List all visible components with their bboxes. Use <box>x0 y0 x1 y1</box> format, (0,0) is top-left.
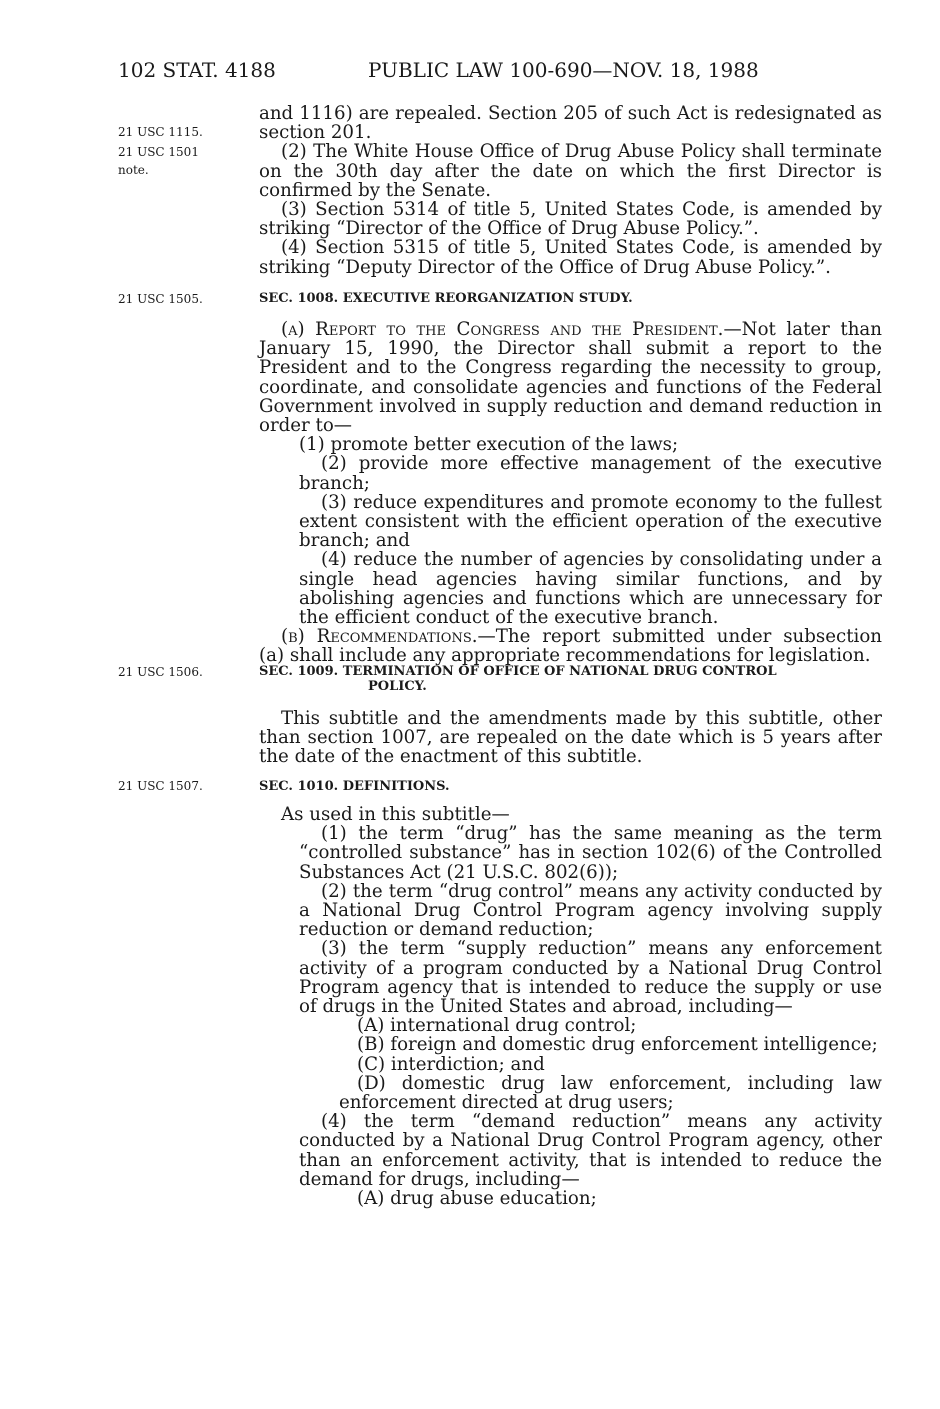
item-1: (1) promote better execution of the laws; <box>299 434 679 456</box>
section-1010-body <box>259 805 882 1208</box>
page-header-title: PUBLIC LAW 100-690—NOV. 18, 1988 <box>368 58 759 82</box>
section-1009-body <box>259 709 882 767</box>
definition-3-item-b: (B) foreign and domestic drug enforcement intelligence; <box>357 1034 878 1056</box>
section-1008-body <box>259 320 882 666</box>
paragraph-4-amendment: (4) Section 5315 of title 5, United States Code, is amended by striking “Deputy Director of the Office of Drug Abuse Policy.”. <box>259 237 882 278</box>
subsection-b <box>259 627 882 665</box>
section-1008-heading: SEC. 1008. EXECUTIVE REORGANIZATION STUDY. <box>259 291 633 306</box>
section-1009-heading-line1: SEC. 1009. TERMINATION OF OFFICE OF NATIONAL DRUG CONTROL <box>259 664 777 679</box>
definition-3-item-d: (D) domestic drug law enforcement, including law enforcement directed at drug users; <box>339 1072 882 1114</box>
margin-note-usc-1507: 21 USC 1507. <box>118 779 203 793</box>
section-1009-heading-line2: POLICY. <box>368 679 427 694</box>
continued-paragraph: and 1116) are repealed. Section 205 of such Act is redesignated as section 201. <box>259 103 882 144</box>
definition-1-drug: (1) the term “drug” has the same meaning as the term “controlled substance” has in section 102(6) of the Controlled Substances Act (21 U.S.C. 802(6)); <box>299 823 882 883</box>
definitions-intro: As used in this subtitle— <box>281 804 510 825</box>
definition-3-item-c: (C) interdiction; and <box>357 1053 545 1075</box>
margin-note-usc-1115: 21 USC 1115. <box>118 125 203 139</box>
definition-3-item-a: (A) international drug control; <box>357 1015 637 1037</box>
margin-note-usc-1501-note: note. <box>118 163 149 177</box>
margin-note-usc-1505: 21 USC 1505. <box>118 292 203 306</box>
paragraph-2-termination: (2) The White House Office of Drug Abuse Policy shall terminate on the 30th day after the date on which the first Director is confirmed by the Senate. <box>259 141 882 201</box>
definition-2-drug-control: (2) the term “drug control” means any activity conducted by a National Drug Control Program agency involving supply reduction or demand reduction; <box>299 880 882 941</box>
paragraph-3-amendment: (3) Section 5314 of title 5, United States Code, is amended by striking “Director of the Office of Drug Abuse Policy.”. <box>259 199 882 240</box>
subsection-a <box>259 320 882 435</box>
definition-4-item-a: (A) drug abuse education; <box>357 1188 597 1210</box>
subsection-a-caption: (a) Report to the Congress and the President. <box>281 319 724 340</box>
margin-note-usc-1501: 21 USC 1501 <box>118 145 199 159</box>
definition-3-supply-reduction: (3) the term “supply reduction” means any enforcement activity of a program conducted by a National Drug Control Program agency that is intended to reduce the supply or use of drugs in the United States and abroad, including— <box>299 938 882 1018</box>
top-section-block <box>259 104 882 277</box>
page-stat-number: 102 STAT. 4188 <box>118 58 276 82</box>
subsection-b-text: —The report submitted under subsection (a) shall include any appropriate recommendations for legislation. <box>259 626 882 667</box>
section-1009-heading <box>259 664 882 694</box>
margin-note-usc-1506: 21 USC 1506. <box>118 665 203 679</box>
subsection-b-caption: (b) Recommendations. <box>281 626 478 648</box>
definition-4-demand-reduction: (4) the term “demand reduction” means any activity conducted by a National Drug Control Program agency, other than an enforcement activity, that is intended to reduce the demand for drugs, including— <box>299 1111 882 1190</box>
item-3: (3) reduce expenditures and promote economy to the fullest extent consistent with the efficient operation of the executive branch; and <box>299 491 882 552</box>
section-1009-text: This subtitle and the amendments made by this subtitle, other than section 1007, are repealed on the date which is 5 years after the date of the enactment of this subtitle. <box>259 708 882 768</box>
item-2: (2) provide more effective management of the executive branch; <box>299 453 882 494</box>
section-1010-heading: SEC. 1010. DEFINITIONS. <box>259 779 450 794</box>
subsection-a-text: —Not later than January 15, 1990, the Director shall submit a report to the President and to the Congress regarding the necessity to group, coordinate, and consolidate agencies and functions of the Federal Government involved in supply reduction and demand reduction in order to— <box>259 319 882 437</box>
item-4: (4) reduce the number of agencies by consolidating under a single head agencies having similar functions, and by abolishing agencies and functions which are unnecessary for the efficient conduct of the executive branch. <box>299 549 882 629</box>
